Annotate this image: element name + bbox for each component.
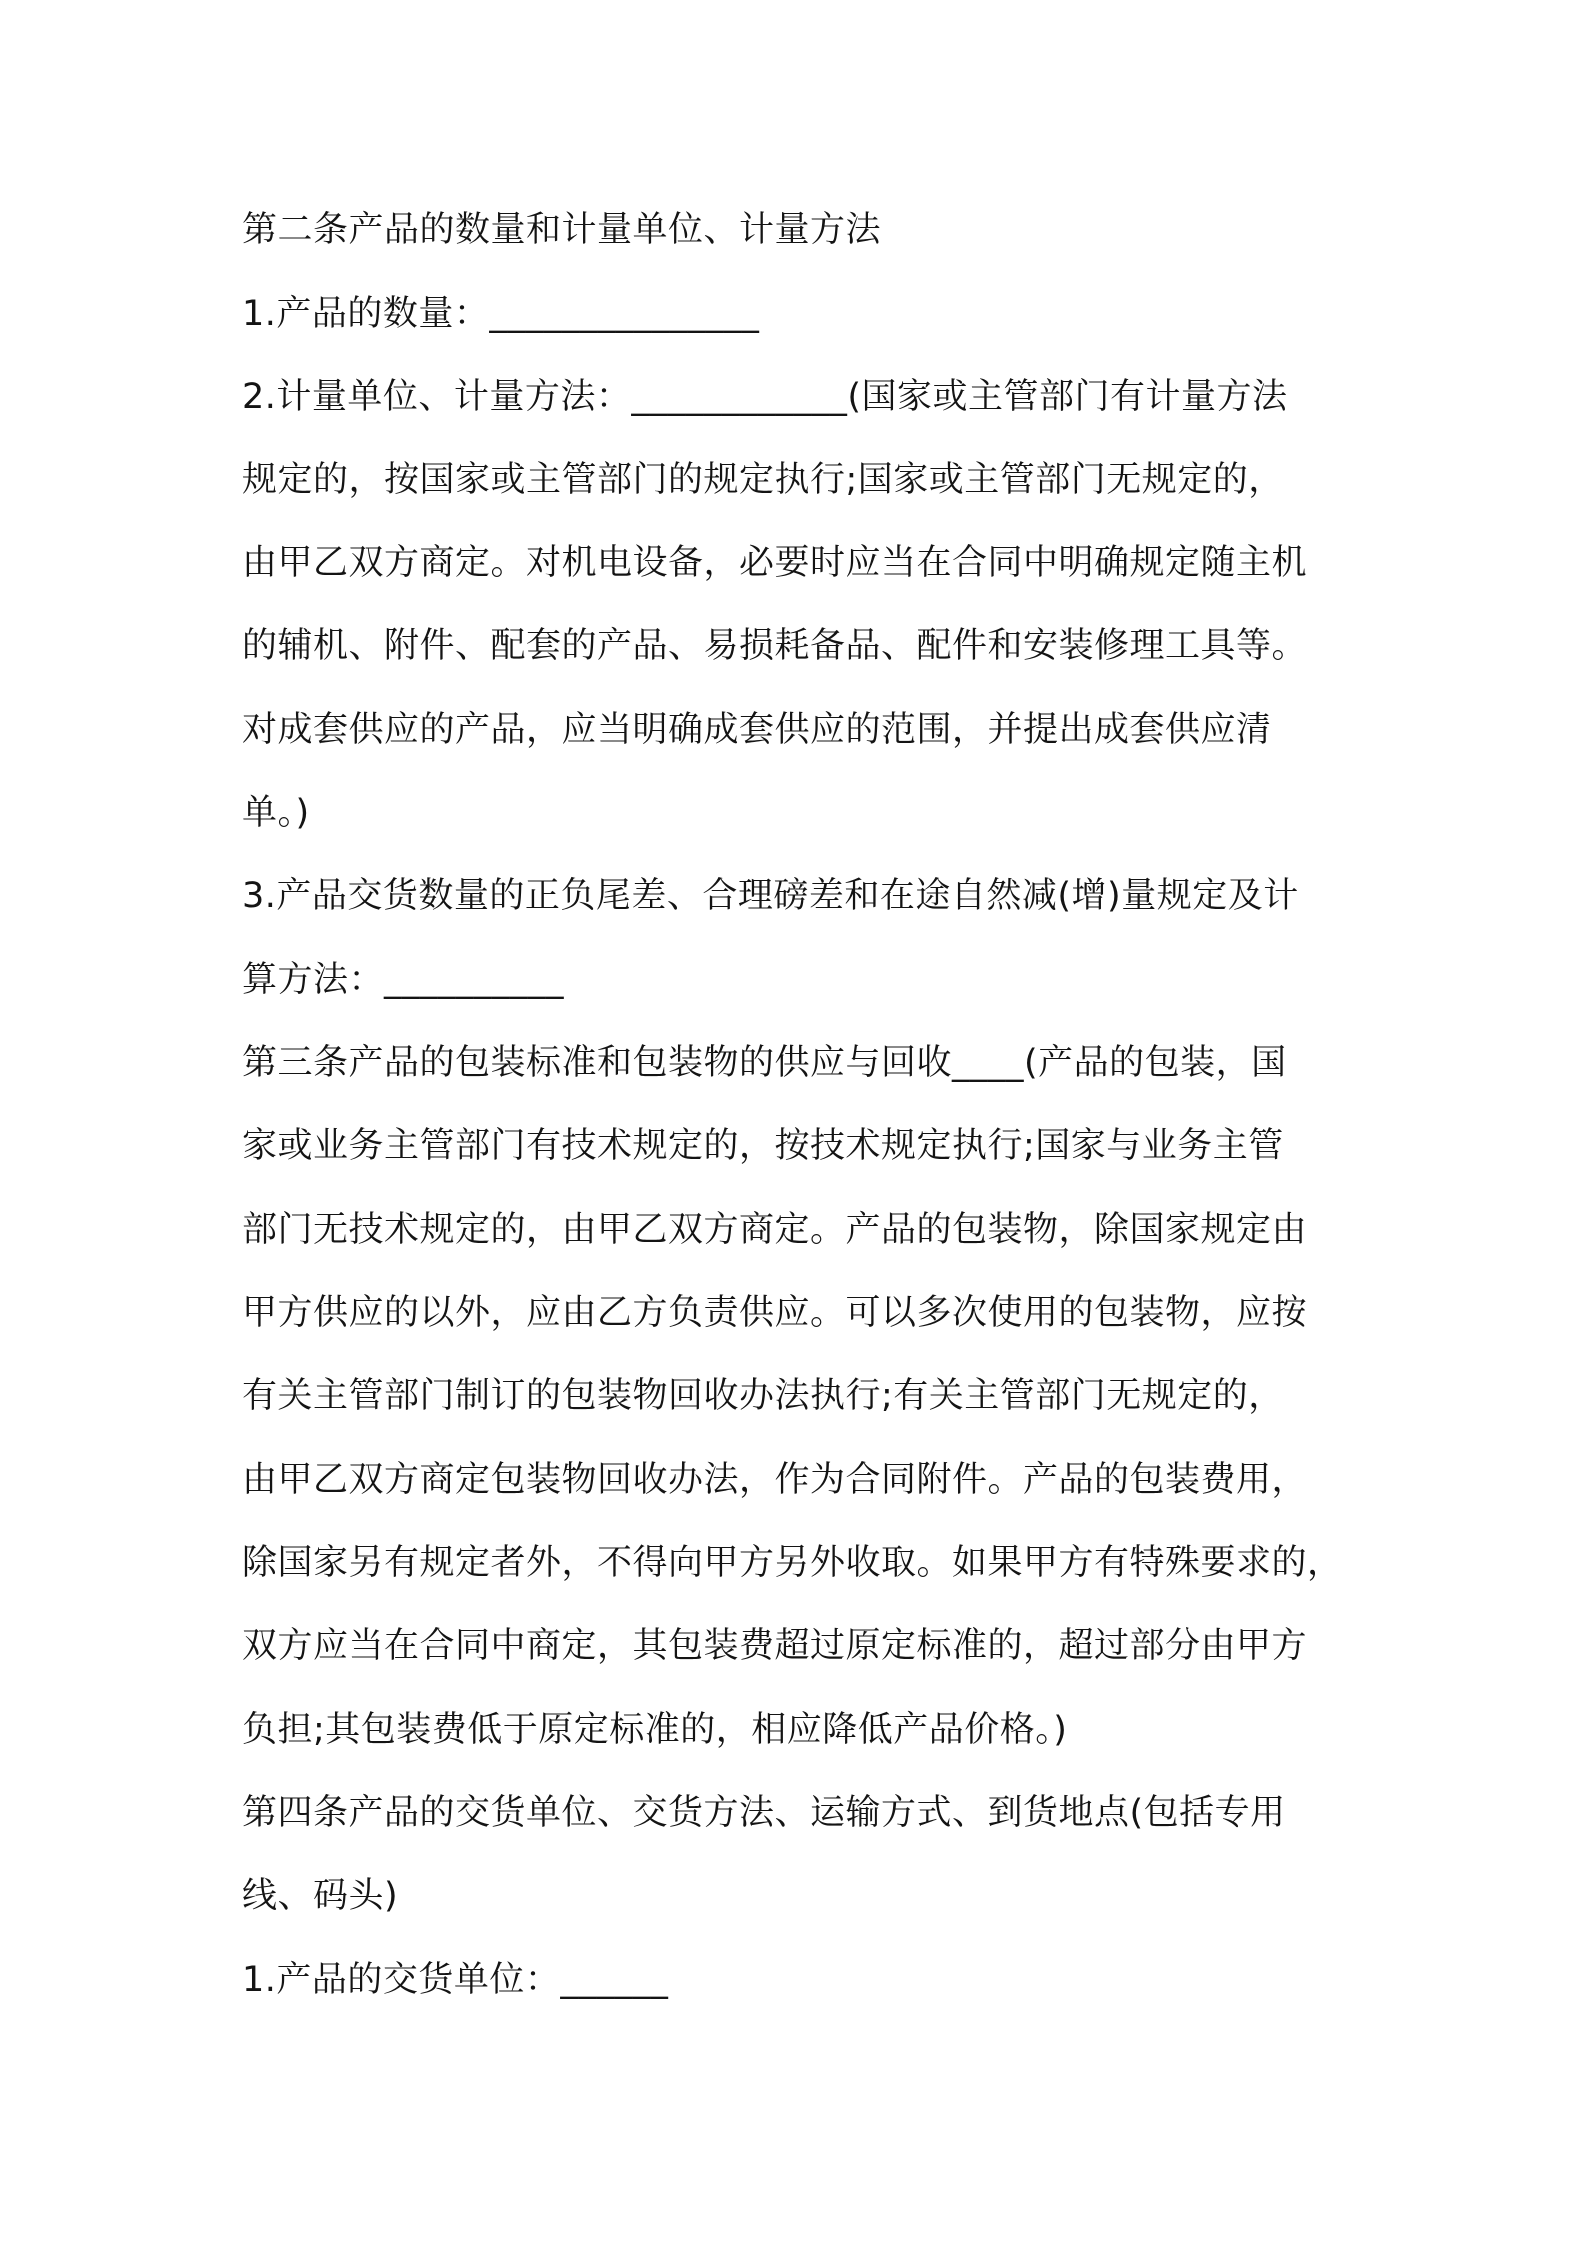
text-line: 的辅机、附件、配套的产品、易损耗备品、配件和安装修理工具等。 [242, 626, 1308, 666]
text-line: 由甲乙双方商定包装物回收办法，作为合同附件。产品的包装费用， [242, 1460, 1308, 1500]
text-line: 1.产品的数量：_______________ [242, 294, 760, 334]
text-line: 部门无技术规定的，由甲乙双方商定。产品的包装物，除国家规定由 [242, 1210, 1308, 1250]
article-4-heading: 第四条产品的交货单位、交货方法、运输方式、到货地点(包括专用 [242, 1793, 1286, 1833]
text-line: 家或业务主管部门有技术规定的，按技术规定执行;国家与业务主管 [242, 1126, 1284, 1166]
text-line: 甲方供应的以外，应由乙方负责供应。可以多次使用的包装物，应按 [242, 1293, 1308, 1333]
text-line: 3.产品交货数量的正负尾差、合理磅差和在途自然减(增)量规定及计 [242, 876, 1299, 916]
text-line: 有关主管部门制订的包装物回收办法执行;有关主管部门无规定的， [242, 1376, 1284, 1416]
text-line: 负担;其包装费低于原定标准的，相应降低产品价格。) [242, 1710, 1068, 1750]
article-2-heading: 第二条产品的数量和计量单位、计量方法 [242, 210, 882, 250]
text-line: 算方法：__________ [242, 960, 565, 1000]
text-line: 1.产品的交货单位：______ [242, 1960, 669, 2000]
text-line: 由甲乙双方商定。对机电设备，必要时应当在合同中明确规定随主机 [242, 543, 1308, 583]
text-line: 单。) [242, 793, 310, 833]
text-line: 双方应当在合同中商定，其包装费超过原定标准的，超过部分由甲方 [242, 1626, 1308, 1666]
text-line: 规定的，按国家或主管部门的规定执行;国家或主管部门无规定的， [242, 460, 1284, 500]
text-line: 除国家另有规定者外，不得向甲方另外收取。如果甲方有特殊要求的， [242, 1543, 1343, 1583]
text-line: 对成套供应的产品，应当明确成套供应的范围，并提出成套供应清 [242, 710, 1272, 750]
article-3-heading: 第三条产品的包装标准和包装物的供应与回收____(产品的包装，国 [242, 1043, 1287, 1083]
text-line: 线、码头) [242, 1876, 399, 1916]
text-line: 2.计量单位、计量方法：____________(国家或主管部门有计量方法 [242, 377, 1288, 417]
